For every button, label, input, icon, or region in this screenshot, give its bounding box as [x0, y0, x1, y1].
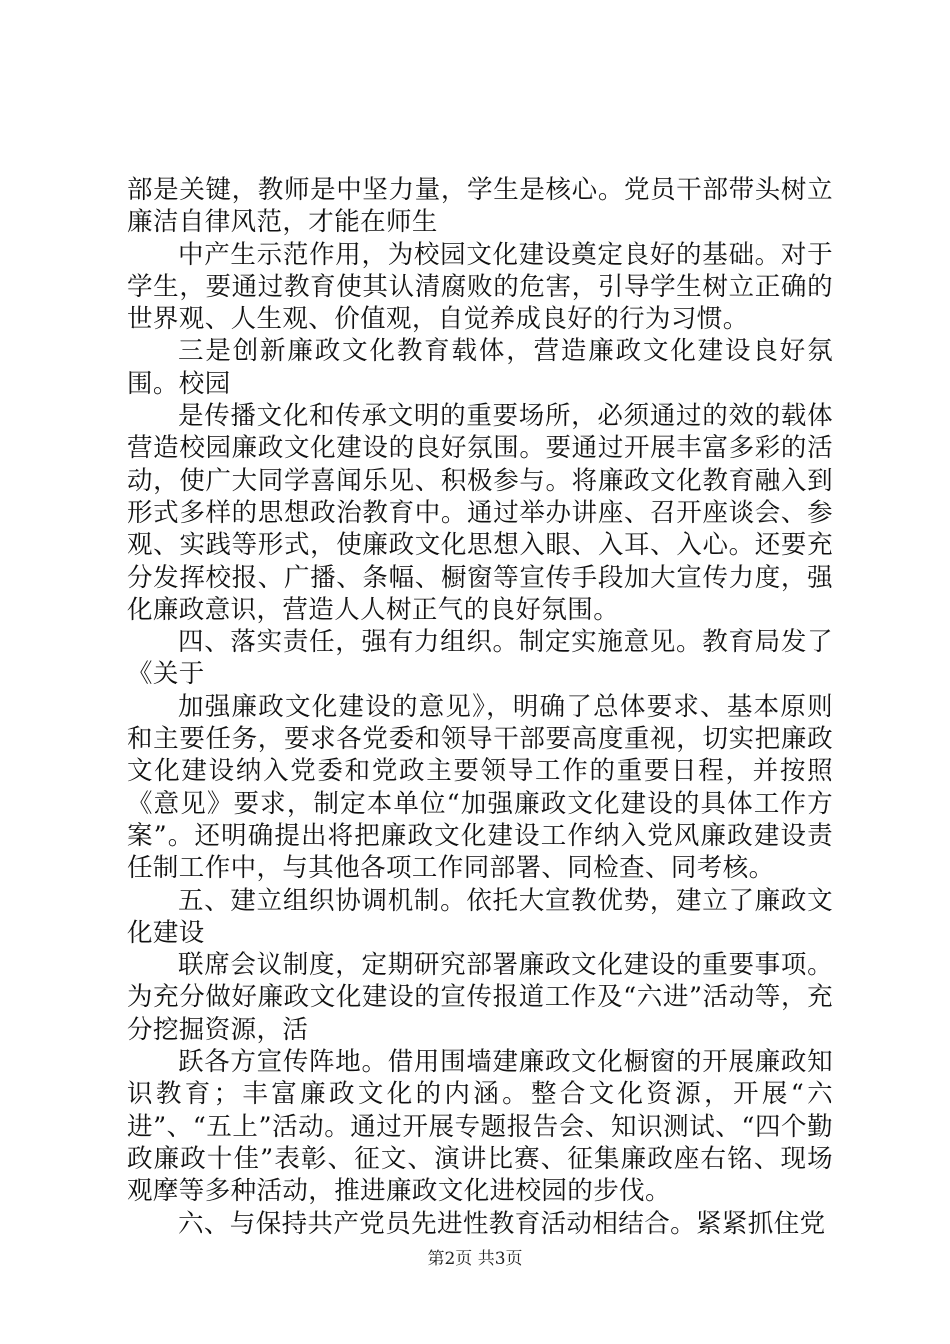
paragraph-7: 五、建立组织协调机制。依托大宣教优势，建立了廉政文化建设	[127, 885, 833, 948]
document-body	[127, 174, 833, 1240]
paragraph-4: 是传播文化和传承文明的重要场所，必须通过的效的载体营造校园廉政文化建设的良好氛围。要通过开展丰富多彩的活动，使广大同学喜闻乐见、积极参与。将廉政文化教育融入到形式多样的思想政治教育中。通过举办讲座、召开座谈会、参观、实践等形式，使廉政文化思想入眼、入耳、入心。还要充分发挥校报、广播、条幅、橱窗等宣传手段加大宣传力度，强化廉政意识，营造人人树正气的良好氛围。	[127, 401, 833, 625]
paragraph-8: 联席会议制度，定期研究部署廉政文化建设的重要事项。为充分做好廉政文化建设的宣传报道工作及“六进”活动等，充分挖掘资源，活	[127, 950, 833, 1045]
paragraph-1: 部是关键，教师是中坚力量，学生是核心。党员干部带头树立廉洁自律风范，才能在师生	[127, 175, 833, 238]
paragraph-10: 六、与保持共产党员先进性教育活动相结合。紧紧抓住党	[178, 1208, 826, 1239]
paragraph-9: 跃各方宣传阵地。借用围墙建廉政文化橱窗的开展廉政知识教育；丰富廉政文化的内涵。整合文化资源，开展“六进”、“五上”活动。通过开展专题报告会、知识测试、“四个勤政廉政十佳”表彰、征文、演讲比赛、征集廉政座右铭、现场观摩等多种活动，推进廉政文化进校园的步伐。	[127, 1047, 833, 1207]
paragraph-6: 加强廉政文化建设的意见》，明确了总体要求、基本原则和主要任务，要求各党委和领导干部要高度重视，切实把廉政文化建设纳入党委和党政主要领导工作的重要日程，并按照《意见》要求，制定本单位“加强廉政文化建设的具体工作方案”。还明确提出将把廉政文化建设工作纳入党风廉政建设责任制工作中，与其他各项工作同部署、同检查、同考核。	[127, 691, 833, 884]
paragraph-2: 中产生示范作用，为校园文化建设奠定良好的基础。对于学生，要通过教育使其认清腐败的危害，引导学生树立正确的世界观、人生观、价值观，自觉养成良好的行为习惯。	[127, 239, 833, 335]
paragraph-3: 三是创新廉政文化教育载体，营造廉政文化建设良好氛围。校园	[127, 336, 833, 399]
paragraph-5: 四、落实责任，强有力组织。制定实施意见。教育局发了《关于	[127, 627, 833, 690]
page-number-footer: 第2页 共3页	[427, 1249, 523, 1269]
